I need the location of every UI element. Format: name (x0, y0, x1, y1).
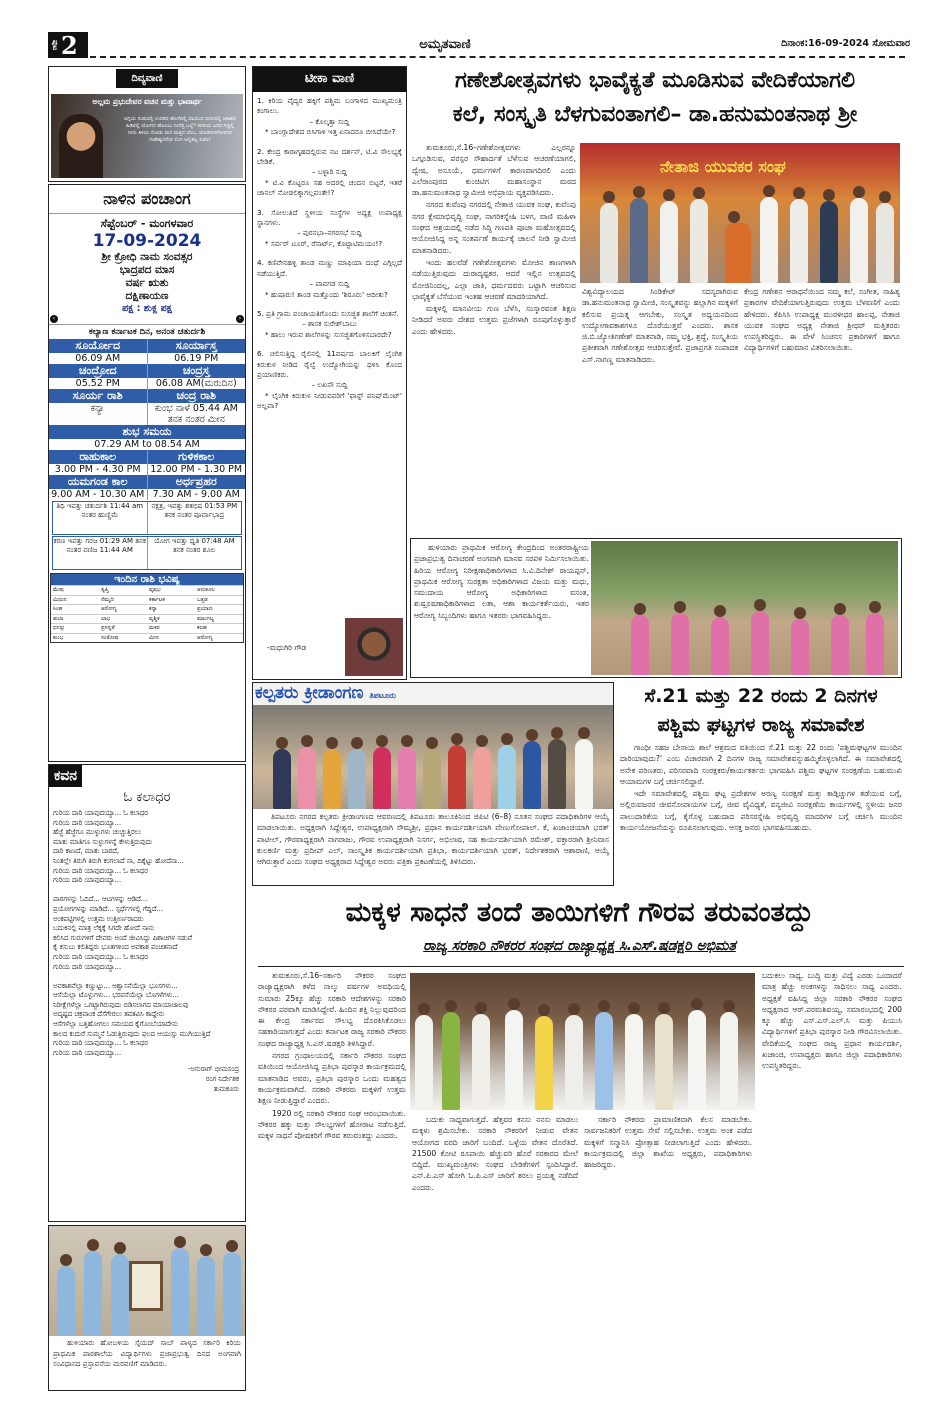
rashi-prediction: ಲಾಭ (101, 615, 111, 622)
tika-item (257, 96, 402, 138)
tika-comment: * ಬಾಂಗ್ಲಾದೇಶದ ಬಿಸಿಗಾಳಿ ಇತ್ತ ಏನಾದರೂ ಬೀಸಿದೆಯೇ? (265, 127, 396, 137)
rashi-title: ಇಂದಿನ ರಾಶಿ ಭವಿಷ್ಯ (51, 574, 243, 585)
tithi: ತಿಥಿ ಇವತ್ತು ಚತುರ್ದಶಿ 11:44 am ನಂತರ ಹುಣ್ಣಿಮೆ (56, 502, 144, 519)
poem-line: ಗುರಿಯ ದಾರಿ ಯಾವುದಯ್ಯಾ... ಓ ಕಲಾಧರ (53, 809, 148, 817)
stadium-name: ಕಲ್ಪತರು ಕ್ರೀಡಾಂಗಣ (255, 683, 364, 703)
employees-article-col3: ಸರ್ಕಾರಿ ನೌಕರರು ಪ್ರಾಮಾಣಿಕವಾಗಿ ಕೆಲಸ ಮಾಡಬೇಕು. ಸಾರ್ವಜನಿಕರಿಗೆ ಉತ್ತಮ ಸೇವೆ ಸಲ್ಲಿಸಬೇಕು. ಉತ್ತಮ ಅಂಕ ಪಡೆದ ಮಕ್ಕಳಿಗೆ ಸನ್ಮಾನಿಸಿ ಪ್ರೋತ್ಸಾಹ ನೀಡಲಾಗುತ್ತಿದೆ ಎಂದು ಹೇಳಿದರು. ಕಾರ್ಯಕ್ರಮದಲ್ಲಿ ಜಿಲ್ಲಾ ಶಾಖೆಯ ಅಧ್ಯಕ್ಷರು, ಪದಾಧಿಕಾರಿಗಳು ಹಾಜರಿದ್ದರು. (584, 1115, 752, 1170)
rashi-sign: ಮೀನ (149, 634, 159, 641)
moonset-time: 06.08 AM(ಮರುದಿನ) (147, 378, 246, 389)
divyavani-title: ದಿವ್ಯವಾಣಿ (116, 69, 178, 88)
poem-line: ಗುರಿಯ ದಾರಿ ಯಾವುದಯ್ಯಾ... ಓ ಕಲಾಧರ (53, 1039, 148, 1048)
poem-line: ಗುರಿಯ ದಾರಿ ಯಾವುದಯ್ಯಾ... ಓ ಕಲಾಧರ (53, 866, 148, 875)
rashi-prediction: ಮಾಂಗಲ್ಯ (197, 615, 214, 622)
poem-line: ಕೈ ಕಸುಬು ಕಲಿತಿದ್ದರು ಭೂತಗಳಿಂದ ಅವಕಾಶ ವಂಚಿತನಾದೆ (53, 943, 178, 952)
gulika-label: ಗುಳಿಕಕಾಲ (147, 450, 246, 464)
panchanga-title: ನಾಳಿನ ಪಂಚಾಂಗ (49, 185, 245, 214)
poem-line: ಗುರಿಯ ದಾರಿ ಯಾವುದಯ್ಯಾ... ಓ ಕಲಾಧರ (53, 952, 148, 961)
page-number-badge (48, 32, 88, 58)
employees-article-col2: ಬದುಕು ಸಾಧ್ಯವಾಗುತ್ತದೆ. ಹೆತ್ತವರ ಕನಸು ನನಸು ಮಾಡಲು ಮಕ್ಕಳು ಶ್ರಮಿಸಬೇಕು. ಸರಕಾರಿ ನೌಕರರಿಗೆ ನೀಡುವ ವೇತನ ಆಯೋಗದ ವರದಿ ಜಾರಿಗೆ ಬಂದಿದೆ. ಒಳ್ಳೆಯ ವೇತನ ದೊರೆತಿದೆ. 21500 ಕೋಟಿ ರೂಪಾಯಿ ಹೆಚ್ಚುವರಿ ಹೊರೆ ಸರಕಾರದ ಮೇಲೆ ಬಿದ್ದಿದೆ. ಮುಖ್ಯಮಂತ್ರಿಗಳು ಸಂಘದ ಬೇಡಿಕೆಗಳಿಗೆ ಸ್ಪಂದಿಸಿದ್ದಾರೆ. ಎನ್.ಪಿ.ಎಸ್ ಹೋಗಿ ಓ.ಪಿ.ಎಸ್ ಜಾರಿಗೆ ತರಲು ಪ್ರಯತ್ನ ನಡೆದಿದೆ ಎಂದರು. (412, 1115, 578, 1192)
rashi-sign: ಮಿಥುನ (53, 596, 67, 603)
lead-article-col2: ವಿಶ್ವವಿದ್ಯಾಲಯದ ಸಿಂಡಿಕೇಟ್ ಸದಸ್ಯರಾಗಿರುವ ಡಾ.ಹನುಮಂತನಾಥ ಸ್ವಾಮೀಜಿ, ಸಂಸ್ಕೃತವನ್ನು ಹಲ್ಲಾಗಿನ ಮಕ್ಕಳಿಗೆ ಕಲಿಸುವ ಪ್ರಯತ್ನ ಆಗಬೇಕು, ಸಂಸ್ಕೃತ ಅಧ್ಯಯನದಿಂದ ಉದ್ಯೋಗಾವಕಾಶಗಳೂ ದೊರೆಯುತ್ತವೆ ಎಂದರು. ಶಾಸಕ ಜಿ.ಬಿ.ಜ್ಯೋತಿಗಣೇಶ್ ಮಾತನಾಡಿ, ನಮ್ಮ ಭಕ್ತಿ, ಶ್ರದ್ಧೆ, ಸಂಸ್ಕೃತಿಯ ಪ್ರತೀಕವಾಗಿ ಗಣೇಶೋತ್ಸವ ಆಚರಿಸುತ್ತೇವೆ. ಪ್ರಜಾಪ್ರಗತಿ ಸಂಪಾದಕ ಎಸ್.ನಾಗಣ್ಣ ಮಾತನಾಡಿದರು. (582, 287, 738, 364)
stadium-banner (253, 683, 613, 705)
lead-article-col3: ಕೇಂದ್ರ ಗಣೇಶನ ಆರಾಧನೆಯಿಂದ ನಮ್ಮ ಕಲೆ, ಸಂಗೀತ, ಸಾಹಿತ್ಯ ಪ್ರಕಾರಗಳ ವೇದಿಕೆಯಾಗುತ್ತಿರುವುದು ಉತ್ತಮ ಬೆಳವಣಿಗೆ ಎಂದು ಹೇಳಿದರು. ಕೆಪಿಸಿಸಿ ಉಪಾಧ್ಯಕ್ಷ ಮುರಳೀಧರ ಹಾಲಪ್ಪ, ನೇತಾಜಿ ಯುವಕ ಸಂಘದ ಅಧ್ಯಕ್ಷ ನೇತಾಜಿ ಶ್ರೀಧರ್ ಮತ್ತಿತರರು ಉಪಸ್ಥಿತರಿದ್ದರು. ಈ ವೇಳೆ ಸಿಂಚನಸ ಪ್ರಕಾರಿಗಳಿಗೆ ಹಾಗೂ ವಿದ್ಯಾರ್ಥಿಗಳಿಗೆ ಬಹುಮಾನ ವಿತರಿಸಲಾಯಿತು. (744, 287, 900, 353)
subheadline-rule (258, 966, 904, 967)
chandra-rashi-label: ಚಂದ್ರ ರಾಶಿ (147, 389, 246, 403)
kalpataru-box (252, 682, 614, 886)
tika-comment: * ಲೈಂಗಿಕ ಕಿರುಕುಳ ನೀಡುವವರಿಗೆ 'ಫಾಸ್ಟ್ ಪನಿಷ್‌ಮೆಂಟ್' ಅಲ್ಲವಾ? (257, 390, 402, 411)
paragraph: ಇದೇ ಸಮಾವೇಶದಲ್ಲಿ ಪಶ್ಚಿಮ ಘಟ್ಟ ಪ್ರದೇಶಗಳ ಅರಣ್ಯ ಸಂರಕ್ಷಣೆ ಮತ್ತು ಕಾಡ್ಗಿಚ್ಚುಗಳ ತಡೆಯುವ ಬಗ್ಗೆ, ಅಲ್ಲಿರುವಜನರ ಜೀವನೋಪಾಯಗಳ ಬಗ್ಗೆ, ಜೀವ ವೈವಿಧ್ಯತೆ, ವನ್ಯಜೀವಿ ಸಂರಕ್ಷಣೆಯ ಕಾರ್ಯಗಳಲ್ಲಿ ಸ್ಥಳೀಯ ಜನರ ಪಾಲುದಾರಿಕೆಯ ಬಗ್ಗೆ, ಕೈಗೊಳ್ಳ ಬಹುದಾದ ಪರಿಸರಸ್ನೇಹಿ ಅಭಿವೃದ್ಧಿ ಮಾದರಿಗಳ ಬಗ್ಗೆ ಚರ್ಚಿಸಿ ಮುಂದಿನ ಕಾರ್ಯಯೋಜನೆಯನ್ನು ರೂಪಿಸಲಾಗುವುದು. ಆಸಕ್ತ ಜನರು ಭಾಗವಹಿಸಬಹುದು. (620, 789, 902, 833)
paragraph: ಇಂದು ಹಲವೆಡೆ ಗಣೇಶೋತ್ಸವಗಳು ಮೋಜಿನ ತಾಣಗಳಾಗಿ ನಡೆಯುತ್ತಿರುವುದು ದುರಾದೃಷ್ಟಕರ. ಆದರೆ ಇಲ್ಲಿನ ಉತ್ಸವದಲ್ಲಿ ಮೋಜಿನಿಂದಲ್ಲ, ಎಲ್ಲಾ ಜಾತಿ, ಧರ್ಮದವರು ಒಟ್ಟಾಗಿ ಆಚರಿಸುವ ಭಾವೈಕ್ಯತೆ ಬೆಸೆಯುವ ಇಂತಹ ಆಚರಣೆ ಮಾದರಿಯಾಗಿದೆ. (412, 257, 576, 301)
paragraph: ಮಕ್ಕಳಲ್ಲಿ ಮಾನವೀಯ ಗುಣ ಬೆಳೆಸಿ, ಸಂಸ್ಕಾರವಂತ ಶಿಕ್ಷಣ ನೀಡಿದರೆ ಅವರು ದೇಶದ ಉತ್ತಮ ಪ್ರಜೆಗಳಾಗಿ ರೂಪುಗೊಳ್ಳುತ್ತಾರೆ ಎಂದು ಹೇಳಿದರು. (412, 304, 576, 336)
tika-news: 2. ಕೇಂದ್ರ ಕಾರಾಗೃಹದಲ್ಲಿರುವ ನಟ ದರ್ಶನ್, ಟಿ.ವಿ ಸೌಲಭ್ಯಕ್ಕೆ ಬೇಡಿಕೆ. (257, 146, 402, 167)
employees-article-col1 (258, 970, 406, 1394)
nakshatra: ನಕ್ಷತ್ರ, ಇವತ್ತು ಶತಭಿಷ 01:53 PM ತನಕ ನಂತರ ಪೂರ್ವಾಭಾದ್ರ (147, 502, 242, 534)
rashi-prediction: ಕಲಹ (197, 625, 207, 631)
school-children-photo (49, 1226, 245, 1336)
poem-body (49, 809, 245, 1058)
kavana-box (48, 764, 246, 1222)
human-chain-box (410, 538, 902, 678)
poem-author: -ಅನುರಾಗ್ ಭೀಮಸಂದ್ರ (187, 1065, 239, 1074)
lead-headline-2: ಕಲೆ, ಸಂಸ್ಕೃತಿ ಬೆಳಗುವಂತಾಗಲಿ– ಡಾ.ಹನುಮಂತನಾಥ ಶ್ರೀ (452, 102, 858, 127)
tika-comment: * ಹುಷಾರು! ತಾಂಡ ಮತ್ತೊಂದು 'ಶಿರೂರು' ಆದೀತು? (265, 289, 388, 299)
paragraph: ತುಮಕೂರು,ಸೆ.16–ಗಣೇಶೋತ್ಸವಗಳು ಎಲ್ಲರನ್ನೂ ಒಗ್ಗೂಡಿಸುವ, ಪರಸ್ಪರ ಸೌಹಾರ್ದತೆ ಬೆಳೆಸುವ ಆಚರಣೆಯಾಗಲಿ, ದ್ವೇಷ, ಅಸೂಯೆ, ಧರ್ಮಗಳಿಗೆ ಕಾರಣವಾಗದಿರಲಿ ಎಂದು ಎಲೆರಾಂಪುರದ ಕುಂಚಿಟಿಗ ಮಹಾಸಂಸ್ಥಾನ ಮಠದ ಡಾ.ಹನುಮಂತನಾಥ ಸ್ವಾಮೀಜಿ ಅಭಿಪ್ರಾಯ ವ್ಯಕ್ತಪಡಿಸಿದರು. (412, 143, 576, 198)
employees-article-col4: ಬದುಕಲು ಸಾಧ್ಯ. ಬುದ್ಧಿ ಮತ್ತು ವಿದ್ಯೆ ಎರಡು ಒಂದಾದರೆ ಮಾತ್ರ ಹೆಚ್ಚು ಅಂಕಗಳನ್ನು ಸಾಧಿಸಲು ಸಾಧ್ಯ ಎಂದರು. ಅಧ್ಯಕ್ಷತೆ ವಹಿಸಿದ್ದ ಜಿಲ್ಲಾ ಸರಕಾರಿ ನೌಕರರ ಸಂಘದ ಅಧ್ಯಕ್ಷರಾದ ಆರ್.ಪರಮಶಿವಯ್ಯ, ಸಮಾರಂಭದಲ್ಲಿ 200 ಕ್ಕೂ ಹೆಚ್ಚು ಎಸ್.ಎಸ್.ಎಲ್.ಸಿ ಮತ್ತು ಪಿಯುಸಿ ವಿದ್ಯಾರ್ಥಿಗಳಿಗೆ ಪ್ರತಿಭಾ ಪುರಸ್ಕಾರ ನೀಡಿ ಗೌರವಿಸಲಾಯಿತು. ವೇದಿಕೆಯಲ್ಲಿ ಸಂಘದ ರಾಜ್ಯ ಪ್ರಧಾನ ಕಾರ್ಯದರ್ಶಿ, ಖಜಾಂಚಿ, ಉಪಾಧ್ಯಕ್ಷರು ಹಾಗೂ ಜಿಲ್ಲಾ ಪದಾಧಿಕಾರಿಗಳು ಉಪಸ್ಥಿತರಿದ್ದರು. (762, 971, 902, 1071)
tika-source: – ಶಾಸಕ ಸುರೇಶ್‌ಬಾಬು (302, 319, 357, 329)
poem-line: ಗುರಿಯ ದಾರಿ ಯಾವುದಯ್ಯಾ... (53, 962, 122, 971)
tika-news: 1. ಕಿರಿಯ ವೈದ್ಯರ ಹಕ್ಕಿಗೆ ಪಶ್ಚಿಮ ಬಂಗಾಳದ ಮುಖ್ಯಮಂತ್ರಿ ಕಂಗಾಲು. (257, 96, 402, 116)
yamaganda-time: 9.00 AM - 10.30 AM (51, 489, 145, 500)
rahukala-time: 3.00 PM - 4.30 PM (54, 464, 141, 475)
tika-item (257, 309, 402, 340)
rashi-table (50, 573, 244, 643)
rashi-prediction: ಅನುಕೂಲ (197, 587, 215, 593)
poem-line: ಆಸೆಗಳೆಲ್ಲಾ ಬತ್ತಿಹೋಗಲು ಸಮಯದ ಕೈಗೊಂಬೆಯಾದೇನು (53, 1020, 179, 1029)
rashi-prediction: ಒತ್ತಡ (197, 596, 208, 603)
poem-line: ನಿರೀಕ್ಷೆಗಳೆಲ್ಲಾ ಒಗಟ್ಟಾಗಿರುವುದು ಬಿಡಿಸಲಾಗದ ಮಾಯಾಜಾಲವು (53, 1000, 189, 1009)
tika-news: 3. ಸೋಲುತಿದೆ ಸ್ಥಳೀಯ ಸಂಸ್ಥೆಗಳ ಅಧ್ಯಕ್ಷ ಉಪಾಧ್ಯಕ್ಷ ಸ್ಥಾನಗಳು. (257, 207, 402, 228)
poem-line: ಕಲಿಸಿದ ಗುರುಗಳಿಗೆ ದೇವರು ಅಂದೆ ಜೀವಿಸಿದ್ದು ಪಿಶಾಚಿಗಳ ನಡುವೆ (53, 933, 193, 942)
tika-comment: * ಟಿ.ವಿ ಕೊಟ್ಟರೂ ಸಹ ಅದರಲ್ಲಿ ಚಂದನ ಬಿಟ್ಟರೆ, ಇತರೆ ಚಾನಲ್ ನೋಡಲಿಕ್ಕಾಗಲ್ಲವಂತೇ!? (257, 177, 402, 198)
poem-line: ಗುರಿಯ ದಾರಿ ಯಾವುದಯ್ಯಾ... (53, 818, 122, 827)
paragraph: ನಗರದ ಗ್ರಂಥಾಲಯದಲ್ಲಿ ಸರ್ಕಾರಿ ನೌಕರರ ಸಂಘದ ವತಿಯಿಂದ ಆಯೋಜಿಸಿದ್ದ ಪ್ರತಿಭಾ ಪುರಸ್ಕಾರ ಕಾರ್ಯಕ್ರಮದಲ್ಲಿ ಮಾತನಾಡಿದ ಅವರು, ಪ್ರತಿಭಾ ಪುರಸ್ಕಾರ ಒಂದು ಮಹತ್ವದ ಕಾರ್ಯಕ್ರಮವಾಗಿದೆ. ಸರಕಾರಿ ನೌಕರರು ಮಕ್ಕಳಿಗೆ ಉತ್ತಮ ಶಿಕ್ಷಣ ನೀಡುತ್ತಿದ್ದಾರೆ ಎಂದರು. (258, 1051, 406, 1106)
poem-line: ದಾರಿ ಕಾಣದೆ, ಮಾತು ಬಾರದೆ, (53, 847, 120, 856)
school-photo-box (48, 1225, 246, 1391)
rashi-prediction: ಪ್ರಯಾಣ (197, 606, 213, 612)
rashi-row (51, 623, 243, 633)
pratibha-puraskara-photo (410, 973, 755, 1110)
chandra-rashi: ಕುಂಭ ನಾಳೆ 05.44 AM ತನಕ ನಂತರ ಮೀನ (147, 403, 246, 425)
tika-source: – ಪಾವಗಡ ಸುದ್ದಿ (309, 279, 350, 289)
event-banner-text: ನೇತಾಜಿ ಯುವಕರ ಸಂಘ (660, 157, 786, 176)
school-photo-caption: ಹುಳಿಯಾರು ಹೋಬಳಿಯ ಸೈಯದ್ ಸಾಬ್ ಪಾಳ್ಯದ ಸರ್ಕಾರಿ ಕಿರಿಯ ಪ್ರಾಥಮಿಕ ಪಾಠಶಾಲೆಯ ವಿದ್ಯಾರ್ಥಿಗಳು ಪ್ರಜಾಪ್ರಭುತ್ವ ದಿನದ ಅಂಗವಾಗಿ ಸಂವಿಧಾನದ ಪ್ರಸ್ತಾವನೆಯ ಮರವಣಿಗೆ ಮಾಡಿದರು. (53, 1338, 241, 1368)
tika-news: 6. ಚಲಿಸುತ್ತಿದ್ದ ರೈಲಿನಲ್ಲಿ 11ವರ್ಷದ ಬಾಲಕಿಗೆ ಲೈಂಗಿಕ ಕಿರುಕುಳ ನೀಡಿದ ರೈಲ್ವೆ ಉದ್ಯೋಗಿಯನ್ನು ಥಳಿಸಿ ಕೊಂದ ಪ್ರಯಾಣಿಕರು. (257, 349, 402, 379)
panchanga-box (48, 184, 246, 762)
poem-line (53, 886, 241, 896)
poem-line: ನಿಂತಲ್ಲೇ ತಿರುಗಿ ತಿರುಗಿ ಕಂಗಲಾದೆ ನಾ, ದಿಕ್ಕೆಟ್ಟು ಹೋದೆನಾ... (53, 856, 184, 865)
lead-headline-1: ಗಣೇಶೋತ್ಸವಗಳು ಭಾವೈಕ್ಯತೆ ಮೂಡಿಸುವ ವೇದಿಕೆಯಾಗಲಿ (454, 68, 856, 93)
poem-line: ಅಂಕಪಟ್ಟಿಗಳಲ್ಲಿ ಉತ್ತಮ ಉತ್ತೀರ್ಣರಾದರು (53, 914, 144, 923)
stadium-place: ತಿಪಟೂರು (369, 691, 396, 700)
moonrise-label: ಚಂದ್ರೋದ (78, 364, 117, 377)
tika-item (257, 258, 402, 300)
issue-date: ದಿನಾಂಕ:16-09-2024 ಸೋಮವಾರ (781, 38, 910, 49)
rashi-sign: ಮೇಷ (53, 587, 64, 593)
page-label: ಪುಟ (51, 39, 59, 51)
employees-headline: ಮಕ್ಕಳ ಸಾಧನೆ ತಂದೆ ತಾಯಿಗಳಿಗೆ ಗೌರವ ತರುವಂತದ್ದು (345, 897, 814, 928)
framed-certificate (129, 1261, 163, 1311)
rashi-prediction: ಆರೋಗ್ಯ (197, 634, 213, 641)
poem-line: ಕಾಲದ ಕುದುರೆ ಸುಮ್ಮನೆ ಓಡುತ್ತಿರುವುದು ಫಲದ ಆಯುಸ್ಸು ಮುಗಿಯುತ್ತಿದೆ (53, 1029, 211, 1038)
moonset-label: ಚಂದ್ರಸ್ತ (147, 364, 246, 378)
tika-news: 4. ಕಣಿವೇನಹಳ್ಳಿ ತಾಂಡ ಮಣ್ಣು ಮಾಫಿಯಾ ದಂಧೆ ಎಗ್ಗಿಲ್ಲದೆ ನಡೆಯುತ್ತಿದೆ. (257, 258, 402, 278)
tika-vani-box (252, 66, 407, 680)
paper-name: ಅಮೃತವಾಣಿ (419, 37, 471, 52)
rashi-prediction: ಪ್ರಸನ್ನತೆ (101, 625, 115, 631)
poem-line: ಪ್ರಯೋಗಗಳನ್ನು ಮಾಡಿದೆ... ಸ್ಪರ್ಧೆಗಳಲ್ಲಿ ಗೆದ್ದಿದೆ... (53, 904, 164, 913)
rashi-row (51, 585, 243, 595)
tika-source: – ಕೊಲ್ಕತ್ತಾ ಸುದ್ದಿ (309, 116, 350, 126)
ghats-headline: ಸೆ.21 ಮತ್ತು 22 ರಂದು 2 ದಿನಗಳ ಪಶ್ಚಿಮ ಘಟ್ಟಗಳ ರಾಜ್ಯ ಸಮಾವೇಶ (644, 685, 878, 736)
page-number: 2 (61, 30, 78, 60)
sunrise-time: 06.09 AM (75, 353, 121, 364)
rahukala-label: ರಾಹುಕಾಲ (79, 450, 117, 463)
employees-subheadline: ರಾಜ್ಯ ಸರಕಾರಿ ನೌಕರರ ಸಂಘದ ರಾಜ್ಯಾಧ್ಯಕ್ಷ ಸಿ.ಎಸ್.ಷಡಕ್ಷರಿ ಅಭಿಮತ (423, 938, 736, 954)
poem-line: ಮಾತು ಮಾತಿಗೂ ಸುಳ್ಳುಗಳನ್ನೆ ಕೇಳುತ್ತಿರುವುದು (53, 837, 153, 846)
poem-line: ಗುರಿಯ ದಾರಿ ಯಾವುದಯ್ಯಾ... (53, 876, 122, 885)
poem-line: ಅದೃಷ್ಟದ ಚಕ್ರವಾಂಕ ದೆಸೆಗೇರಲು ತವತವಿಸಿ ಕಾದ್ದೇನು (53, 1010, 165, 1019)
rashi-sign: ಕನ್ಯಾ (149, 606, 158, 612)
tika-source: – ಪುರಸಭಾ–ನಗರಸಭೆ ಸುದ್ದಿ (297, 228, 362, 238)
lead-article-col1 (412, 142, 576, 534)
tika-vani-title: ಟೀಕಾ ವಾಣಿ (253, 67, 406, 92)
poem-line: ಆಸೆಯೆಲ್ಲಾ ಟೊಳ್ಳುಗಳು... ಭರವಸೆಯೆಲ್ಲಾ ಬೊಗಳೆಗಳು... (53, 991, 179, 1000)
tika-news: 5. ಪ್ರತಿ ಗ್ರಾಮ ಪಂಚಾಯತಿಗೊಂದು ಸುಸಜ್ಜಿತ ಶಾಲೆಗೆ ಚಿಂತನೆ. (257, 308, 399, 318)
rashi-sign: ಧನಸ್ಸು (53, 625, 65, 631)
sunset-label: ಸೂರ್ಯಾಸ್ತ (147, 339, 246, 353)
ghats-article (620, 742, 902, 884)
ganesha-event-photo (580, 143, 900, 283)
shubha-time: 07.29 AM to 08.54 AM (94, 439, 200, 450)
festival: ಕಲ್ಯಾಣ ಕರ್ನಾಟಕ ದಿನ, ಅನಂತ ಚತುರ್ದಶಿ (49, 324, 245, 339)
human-chain-photo (591, 541, 898, 675)
shubha-label: ಶುಭ ಸಮಯ (49, 425, 245, 439)
surya-rashi: ಕನ್ಯಾ (90, 403, 105, 414)
yoga: ಯೋಗ ಇವತ್ತು ಧೃತಿ 07:48 AM ತನಕ ನಂತರ ಶೂಲ (147, 537, 242, 569)
saint-portrait (59, 114, 103, 178)
poem-line: ಅವಕಾಶವೆಲ್ಲಾ ಕಣ್ಣುಟ್ಟು... ಆಶ್ವಾಸನೆಯೆಲ್ಲಾ ಭೂಸಗಳು... (53, 981, 178, 990)
rashi-prediction: ಸಂತೋಷ (101, 634, 119, 641)
ardhaprahara-time: 7.30 AM - 9.00 AM (147, 489, 246, 500)
kalpataru-caption: ತಿಪಟೂರು ನಗರದ ಕಲ್ಪತರು ಕ್ರೀಡಾಂಗಣದ ಆವರಣದಲ್ಲಿ ತಿಪಟೂರು ತಾಲೂಕಿನಿಂದ ಜಿಪಿಟಿ (6–8) ನೂತನ ಸಂಘದ ಪದಾಧಿಕಾರಿಗಳ ಆಯ್ಕೆ ಮಾಡಲಾಯಿತು. ಅಧ್ಯಕ್ಷರಾಗಿ ಸಿದ್ದೇಶ್ವರ, ಉಪಾಧ್ಯಕ್ಷರಾಗಿ ಸೌಮ್ಯಶ್ರೀ, ಪ್ರಧಾನ ಕಾರ್ಯದರ್ಶಿಯಾಗಿ ವೇಣುಗೋಪಾಲ್. ಕೆ, ಖಜಾಂಚಿಯಾಗಿ ಭರತ್ ಪಾಟೀಲ್, ಗೌರವಾಧ್ಯಕ್ಷರಾಗಿ ನಾಗರಾಜು, ಗೌರವ ಉಪಾಧ್ಯಕ್ಷರಾಗಿ ನಿಸರ್ಗ, ಅಭಿಲಾಷ, ಸಹ ಕಾರ್ಯದರ್ಶಿಯಾಗಿ ರಮೇಶ್, ವಕ್ತಾರರಾಗಿ ಶ್ರೀನಿವಾಸ ಕುಲಕರ್ಣಿ ಮತ್ತು ಪ್ರದೀಪ್ ಎಲ್, ಸಾಂಸ್ಕೃತಿಕ ಕಾರ್ಯದರ್ಶಿಯಾಗಿ ಪ್ರತಿಭಾ, ಕಾರ್ಯದರ್ಶಿಯಾಗಿ ಭರತ್, ನಿರ್ದೇಶಕರಾಗಿ ಆಶಾರಾಣಿ, ಆಯ್ಕೆ ಆಗಿರುತ್ತಾರೆ ಎಂದು ಸಂಘದ ಅಧ್ಯಕ್ಷರಾದ ಸಿದ್ದೇಶ್ವರ ಅವರು ಪತ್ರಿಕಾ ಪ್ರಕಟಣೆಯಲ್ಲಿ ತಿಳಿಸಿದರು. (257, 812, 609, 867)
next-arrow-icon[interactable]: › (236, 315, 244, 323)
tika-comment: * ಹಾಲು ಇರುವ ಶಾಲೆಗಳನ್ನು ಸುಸಜ್ಜಿತಗೊಳಿಸಬಾರದೇ? (265, 329, 392, 339)
ardhaprahara-label: ಅರ್ಧಪ್ರಹರ (147, 475, 246, 489)
paragraph: ನಗರದ ಕುವೆಂಪು ನಗರದಲ್ಲಿ ನೇತಾಜಿ ಯುವಕ ಸಂಘ, ಕುವೆಂಪು ನಗರ ಕ್ಷೇಮಾಭಿವೃದ್ಧಿ ಸಂಘ, ನಾಗರಿಕಸ್ನೇಹಿ ಬಳಗ, ವಾಣಿ ಮಹಿಳಾ ಸಂಘದ ಆಶ್ರಯದಲ್ಲಿ ನಡೆದ ಸಿದ್ಧಿ ಗಣಪತಿ ಪೂಜಾ ಮಹೋತ್ಸವದಲ್ಲಿ ಆಯೋಜಿಸಿದ್ದ ಅನ್ನ ಸಂತರ್ಪಣೆ ಕಾರ್ಯಕ್ಕೆ ಚಾಲನೆ ನೀಡಿ ಸ್ವಾಮೀಜಿ ಮಾತನಾಡಿದರು. (412, 200, 576, 255)
paragraph: ತುಮಕೂರು,ಸೆ.16–ಸರ್ಕಾರಿ ನೌಕರರ ಸಂಘದ ರಾಜ್ಯಾಧ್ಯಕ್ಷರಾಗಿ ಕಳೆದ ನಾಲ್ಕು ವರ್ಷಗಳ ಅವಧಿಯಲ್ಲಿ ಸುಮಾರು 25ಕ್ಕೂ ಹೆಚ್ಚು ಸರಕಾರಿ ಆದೇಶಗಳನ್ನು ಸರಕಾರಿ ನೌಕರರ ಪರವಾಗಿ ಮಾಡಿಸಿದ್ದೇವೆ. ಹಿಂದಿನ ಶಕ್ತಿ ನಿಲ್ಲುವುದರಿಂದ ಈ ಕೇಂದ್ರ ಸರ್ಕಾರದ ಸೌಲಭ್ಯ ದೊರಕಿಸಿಕೊಡಲು ಸಹಕಾರಿಯಾಗುತ್ತದೆ ಎಂದು ಕರ್ನಾಟಕ ರಾಜ್ಯ ಸರಕಾರಿ ನೌಕರರ ಸಂಘದ ರಾಜ್ಯಾಧ್ಯಕ್ಷ ಸಿ.ಎಸ್.ಷಡಕ್ಷರಿ ತಿಳಿಸಿದ್ದಾರೆ. (258, 971, 406, 1048)
tika-item (257, 147, 402, 199)
rashi-sign: ಕರ್ಕಾಟಕ (149, 596, 165, 603)
ritu: ವರ್ಷ ಋತು (125, 277, 169, 289)
poem-line: ಬದುಕಿನಲ್ಲಿ ಮಾತ್ರ ಲೆಕ್ಕಕ್ಕೆ ಸಿಗದೇ ಹೋದೆ ನಾನು (53, 924, 155, 933)
masa: ಭಾದ್ರಪದ ಮಾಸ (119, 264, 175, 276)
prev-arrow-icon[interactable]: ‹ (50, 315, 58, 323)
yamaganda-label: ಯಮಗಂಡ ಕಾಲ (67, 475, 128, 488)
rashi-row (51, 614, 243, 624)
tika-author: -ಮಧುಗಿರಿ ಗೌಡ (267, 643, 307, 652)
paragraph: ಗಾಂಧೀ ಸಹಜ ಬೇಸಾಯ ಶಾಲೆ ಆಶ್ರಮದ ವತಿಯಿಂದ ಸೆ.21 ಮತ್ತು 22 ರಂದು 'ಪಶ್ಚಿಮಘಟ್ಟಗಳ ಮುಂದಿನ ದಾರಿಯಾವುದು?' ಎಂಬ ವಿಚಾರವಾಗಿ 2 ದಿನಗಳ ರಾಜ್ಯ ಸಮಾವೇಶವನ್ನುಹಮ್ಮಿಕೊಳ್ಳಲಾಗಿದೆ. ಈ ಸಮಾವೇಶದಲ್ಲಿ ಅನೇಕ ಪರಿಣತರು, ಪರಿಸರವಾದಿ ಸಂರಕ್ಷಕರು/ಕಾರ್ಯಕರ್ತರು ಭಾಗವಹಿಸಿ ಪಶ್ಚಿಮ ಘಟ್ಟಗಳ ಸಂರಕ್ಷಣೆಯ ಬಹುಮುಖಿ ಆಯಾಮಗಳ ಬಗ್ಗೆ ಚರ್ಚಿಸಲಿದ್ದಾರೆ. (620, 743, 902, 786)
gulika-time: 12.00 PM - 1.30 PM (147, 464, 246, 475)
paragraph: 1920 ರಲ್ಲಿ ಸರಕಾರಿ ನೌಕರರ ಸಂಘ ಆರಂಭವಾಯಿತು. ನೌಕರರ ಹಕ್ಕು ಮತ್ತು ಸೌಲಭ್ಯಗಳಿಗೆ ಹೋರಾಟ ನಡೆಸುತ್ತಿದೆ. ಮಕ್ಕಳ ಸಾಧನೆ ಪೋಷಕರಿಗೆ ಗೌರವ ತರುವಂತದ್ದು ಎಂದರು. (258, 1108, 406, 1141)
kalpataru-group-photo (253, 683, 613, 809)
vachana-image (51, 94, 243, 178)
tika-item (257, 349, 402, 411)
tika-comment: * ಸರ್ವರ್ ಟೂರ್, ರೆಸಾರ್ಟ್, ಕೊಟ್ಟಾಟಿಮಯಂ!? (265, 238, 383, 248)
rashi-sign: ಸಿಂಹ (53, 606, 63, 612)
ayana: ದಕ್ಷಿಣಾಯಣ (125, 290, 169, 302)
rashi-sign: ವೃಷಭ (149, 587, 161, 593)
rashi-row (51, 633, 243, 643)
rashi-sign: ವೃಶ್ಚಿಕ (149, 615, 160, 622)
vachana-text: ಅಗ್ನಿಯ ಸುಡುವಲ್ಲಿ ಉದಕವ ಹೊಳೆವಲ್ಲಿ ವಾಯುವ ಬೀಸುವಲ್ಲಿ ಆಕಾಶದ ಹಿಡಿವಲ್ಲಿ ಯೋಗದ ಹೊಲಬು ನೀನೆತ್ತ ಬಲ್ಲೆ? ಕದಳಿಯ ಬನದ ಗಿಡ್ಡಲ್ಲಿ ನೀನು ತಿಳಿಯ ನೋಡು ಮನ ಮತ್ತದ ಬೆಂಬ, ಜೋಡಿಸುಳಿಗೊಳಿಸದ ಗುಹೇಶ್ವರದೇವ ಲಿಂಗ ಅಲ್ಲಿತಲ್ಲ ನಿಜೊ! (123, 116, 237, 143)
rashi-prediction: ಆರೋಗ್ಯ (101, 606, 117, 612)
rashi-sign: ಕುಂಭ (53, 634, 64, 641)
tika-item (257, 208, 402, 250)
panchanga-date: 17-09-2024 (92, 231, 202, 251)
sunset-time: 06.19 PM (147, 353, 246, 364)
sunrise-label: ಸೂರ್ಯೋದ (75, 339, 121, 352)
paksha: ಪಕ್ಷ : ಶುಕ್ಲ ಪಕ್ಷ (122, 303, 172, 314)
poem-author-place: ತುಮಕೂರು (213, 1085, 239, 1094)
tika-source: – ಬಳ್ಳಾರಿ ಸುದ್ದಿ (311, 167, 348, 177)
columnist-photo (345, 618, 403, 676)
rashi-row (51, 595, 243, 605)
samvatsara: ಶ್ರೀ ಕ್ರೋಧಿ ನಾಮ ಸಂವತ್ಸರ (101, 251, 193, 263)
rashi-sign: ಮಕರ (149, 625, 160, 631)
vachana-banner: ಅಲ್ಲಮ ಪ್ರಭುದೇವರ ವಚನ ಮತ್ತು ಭಾವಾರ್ಥ (92, 97, 202, 106)
poem-title: ಓ ಕಲಾಧರ (123, 790, 171, 805)
surya-rashi-label: ಸೂರ್ಯ ರಾಶಿ (72, 389, 123, 402)
moonrise-time: 05.52 PM (75, 378, 120, 389)
poem-line: ಹೆಜ್ಜೆ ಹೆಜ್ಜೆಗೂ ಮುಳ್ಳುಗಳು ಚುಚ್ಚುತ್ತಿರಲು (53, 828, 142, 837)
divyavani-box (48, 66, 246, 182)
poem-author-role: ರಂಗ ನಿರ್ದೇಶಕ (205, 1075, 239, 1084)
header-divider (90, 56, 905, 58)
panchanga-month-day: ಸೆಪ್ಟೆಂಬರ್ - ಮಂಗಳವಾರ (100, 217, 194, 230)
rashi-prediction: ನೆಮ್ಮದಿ (101, 596, 114, 603)
rashi-sign: ತುಲಾ (53, 615, 64, 622)
karana: ಕರಣ ಇವತ್ತು ಗರಜ 01:29 AM ತನಕ ನಂತರ ವಣಿಜ 11:44 AM (53, 537, 146, 554)
poem-line: ಗುರಿಯ ದಾರಿ ಯಾವುದಯ್ಯಾ... (53, 1048, 122, 1057)
poem-line: ಪಾಠಗಳನ್ನು ಓದಿದೆ... ಆಟಗಳನ್ನು ಆಡಿದೆ... (53, 895, 148, 904)
rashi-prediction: ತೃಪ್ತಿ (101, 587, 109, 593)
human-chain-text: ಹುಳಿಯಾರು ಪ್ರಾಥಮಿಕ ಆರೋಗ್ಯ ಕೇಂದ್ರದಿಂದ ಅಂತರರಾಷ್ಟ್ರೀಯ ಪ್ರಜಾಪ್ರಭುತ್ವ ದಿನಾಚರಣೆ ಅಂಗವಾಗಿ ಮಾನವ ಸರಪಳಿ ನಿರ್ಮಿಸಲಾಯಿತು. ಹಿರಿಯ ಆರೋಗ್ಯ ನಿರೀಕ್ಷಣಾಧಿಕಾರಿಗಳಾದ ಸಿ.ವಿ.ದಿನೇಶ್ ರಾಯಪ್ಪನ್, ಪ್ರಾಥಮಿಕ ಆರೋಗ್ಯ ಸುರಕ್ಷತಾ ಅಧಿಕಾರಿಗಳಾದ ವಿಜಯ ಮತ್ತು ಮಧು, ಸಮುದಾಯ ಆರೋಗ್ಯ ಅಧಿಕಾರಿಗಳಾದ ವಸಂತ, ಶುಷ್ರೂಷಣಾಧಿಕಾರಿಗಳಾದ ಲತಾ, ಆಶಾ ಕಾರ್ಯಕರ್ತೆಯರು, ಇತರ ಆರೋಗ್ಯ ಸಿಬ್ಬಂದಿಗಳು ಹಾಗೂ ಇತರರು ಭಾಗವಹಿಸಿದ್ದರು. (414, 543, 589, 620)
poem-line (53, 972, 241, 982)
tika-source: – ಲಖನೌ ಸುದ್ದಿ (311, 380, 348, 390)
rashi-row (51, 604, 243, 614)
kavana-label: ಕವನ (49, 765, 82, 787)
